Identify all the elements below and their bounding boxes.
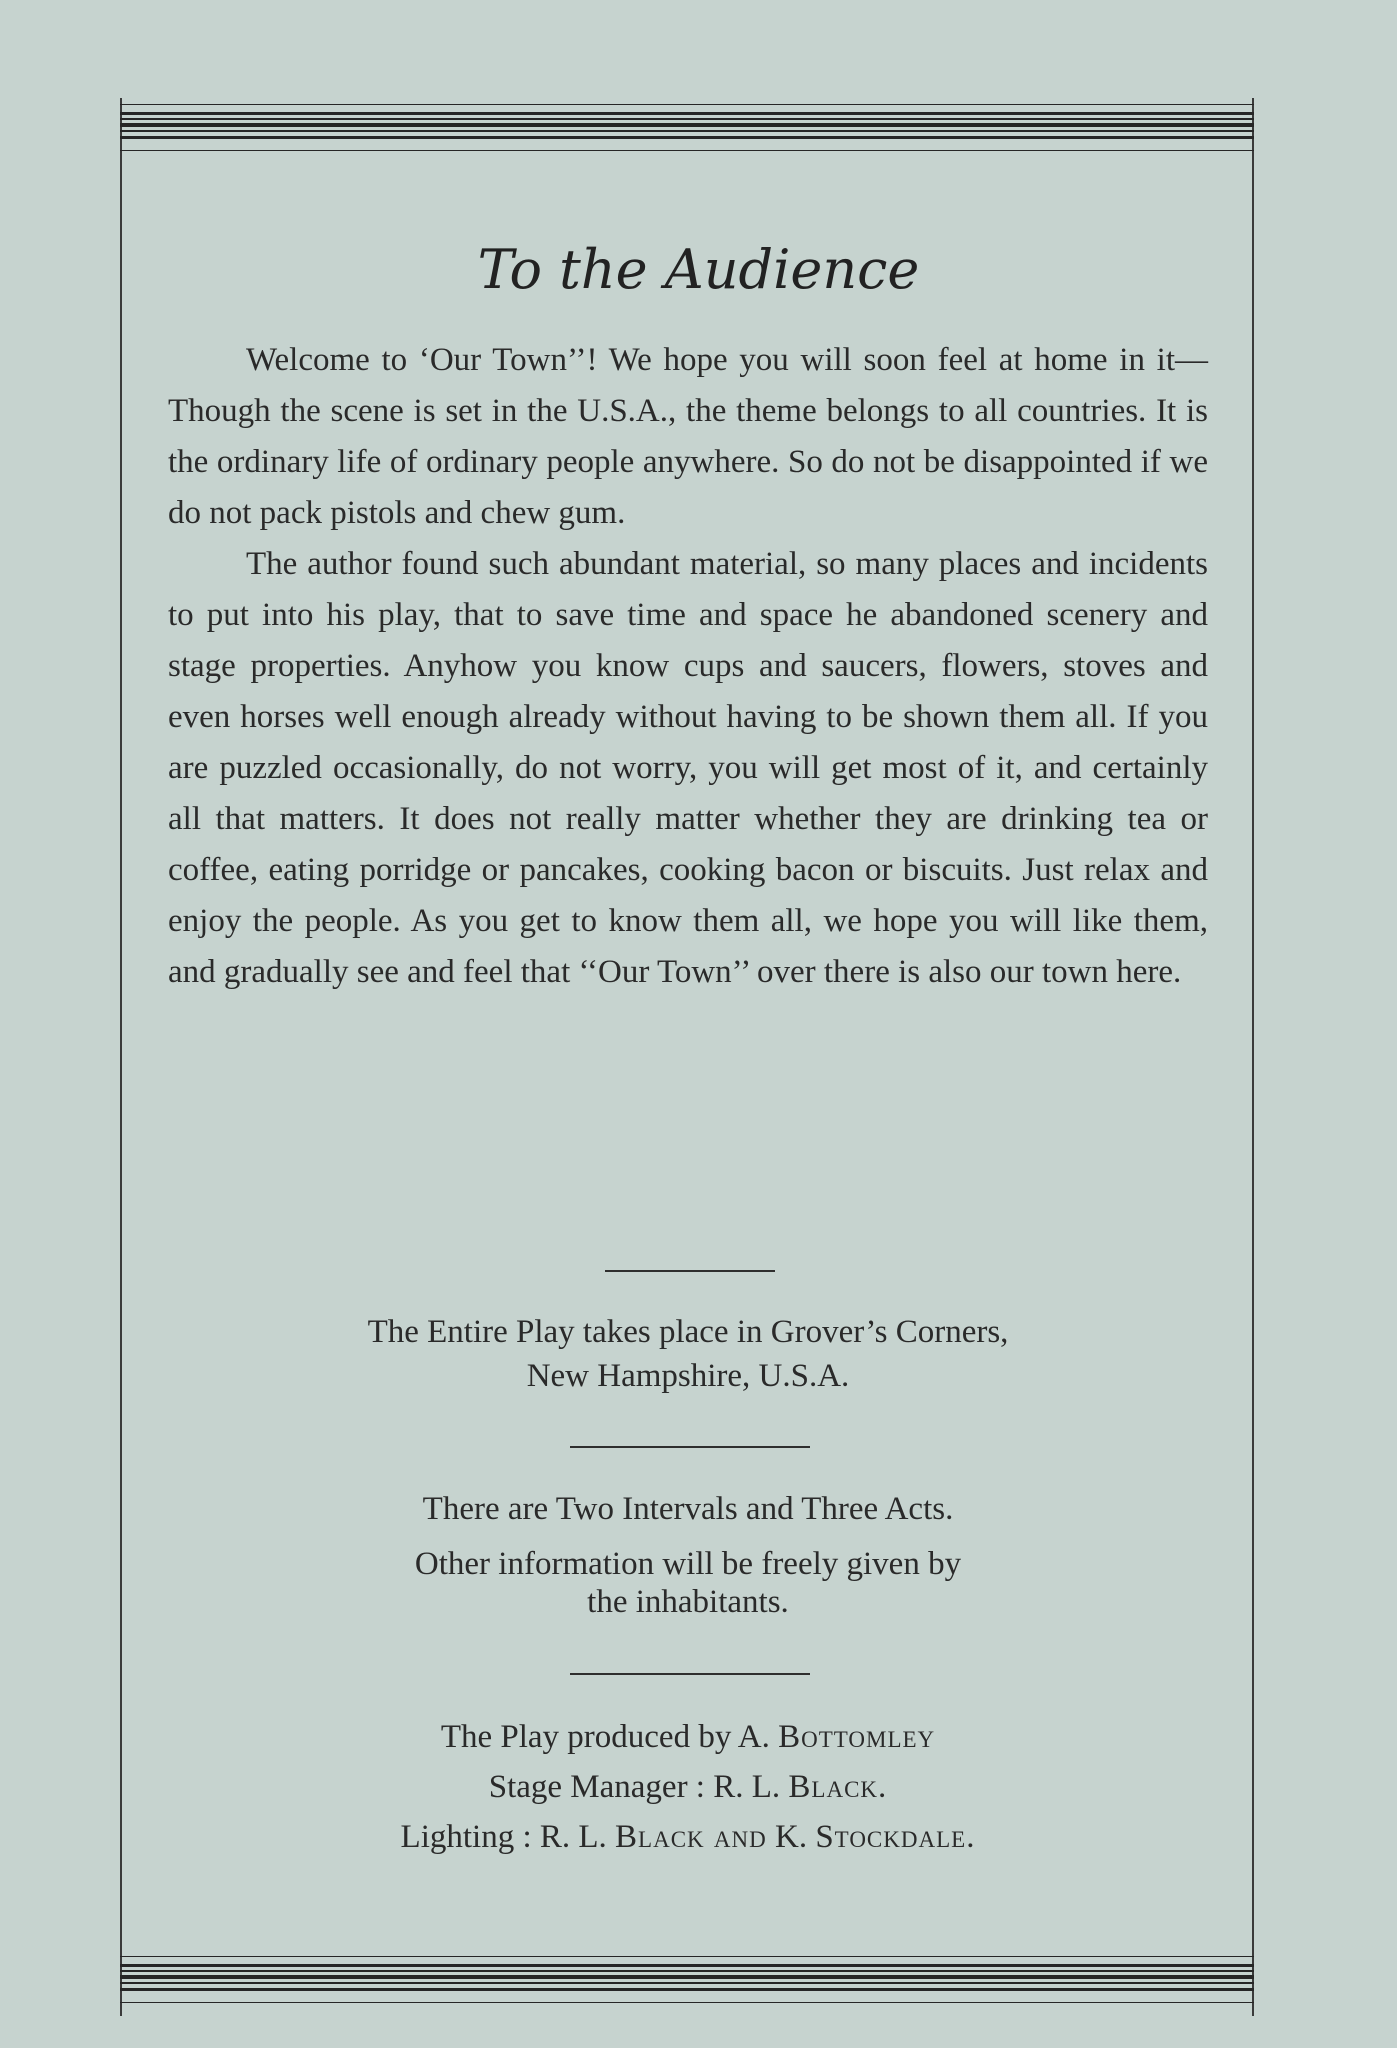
credit-stage-name: Black.: [788, 1769, 888, 1805]
paragraph-welcome: Welcome to ‘Our Town’’! We hope you will soon feel at home in it—Though the scene is set in the U.S.A., the theme belongs to all countries. It is the ordinary life of ordinary people anywhere. So do not be disappointed if we do not pack pistols and chew gum.: [168, 342, 1208, 531]
page-title: To the Audience: [477, 238, 920, 301]
credit-lighting: [168, 1812, 1208, 1862]
credit-lighting-mid: K.: [774, 1819, 808, 1855]
location-note: [168, 1310, 1208, 1398]
credit-producer-prefix: The Play produced by A.: [440, 1719, 770, 1755]
credit-producer-name: Bottomley: [778, 1719, 936, 1755]
divider: [570, 1446, 810, 1448]
bottom-ornamental-rule: [120, 1954, 1254, 2008]
credit-stage-manager: [168, 1762, 1208, 1812]
intervals-line: There are Two Intervals and Three Acts.: [422, 1491, 954, 1527]
credit-producer: [168, 1712, 1208, 1762]
credit-lighting-prefix: Lighting : R. L.: [400, 1819, 607, 1855]
divider: [605, 1270, 775, 1272]
credit-stage-prefix: Stage Manager : R. L.: [488, 1769, 781, 1805]
location-line-2: New Hampshire, U.S.A.: [526, 1358, 850, 1394]
location-line-1: The Entire Play takes place in Grover’s Corners,: [367, 1314, 1009, 1350]
paragraph-author: The author found such abundant material, so many places and incidents to put into his play, that to save time and space he abandoned scenery and stage properties. Anyhow you know cups and saucers, flowers, stoves and even horses well enough already without having to be shown them all. If you are puzzled occasionally, do not worry, you will get most of it, and certainly all that matters. It does not really matter whether they are drinking tea or coffee, eating porridge or pancakes, cooking bacon or biscuits. Just relax and enjoy the people. As you get to know them all, we hope you will like them, and gradually see and feel that ‘‘Our Town’’ over there is also our town here.: [168, 546, 1208, 990]
welcome-text: [168, 335, 1208, 998]
top-ornamental-rule: [120, 100, 1254, 154]
information-line-2: the inhabitants.: [587, 1584, 789, 1620]
information-line-1: Other information will be freely given by: [414, 1546, 962, 1582]
divider: [570, 1673, 810, 1675]
credit-lighting-name-2: Stockdale.: [815, 1819, 976, 1855]
intervals-note: [168, 1487, 1208, 1621]
credit-lighting-name: Black and: [615, 1819, 767, 1855]
credits: [168, 1712, 1208, 1862]
